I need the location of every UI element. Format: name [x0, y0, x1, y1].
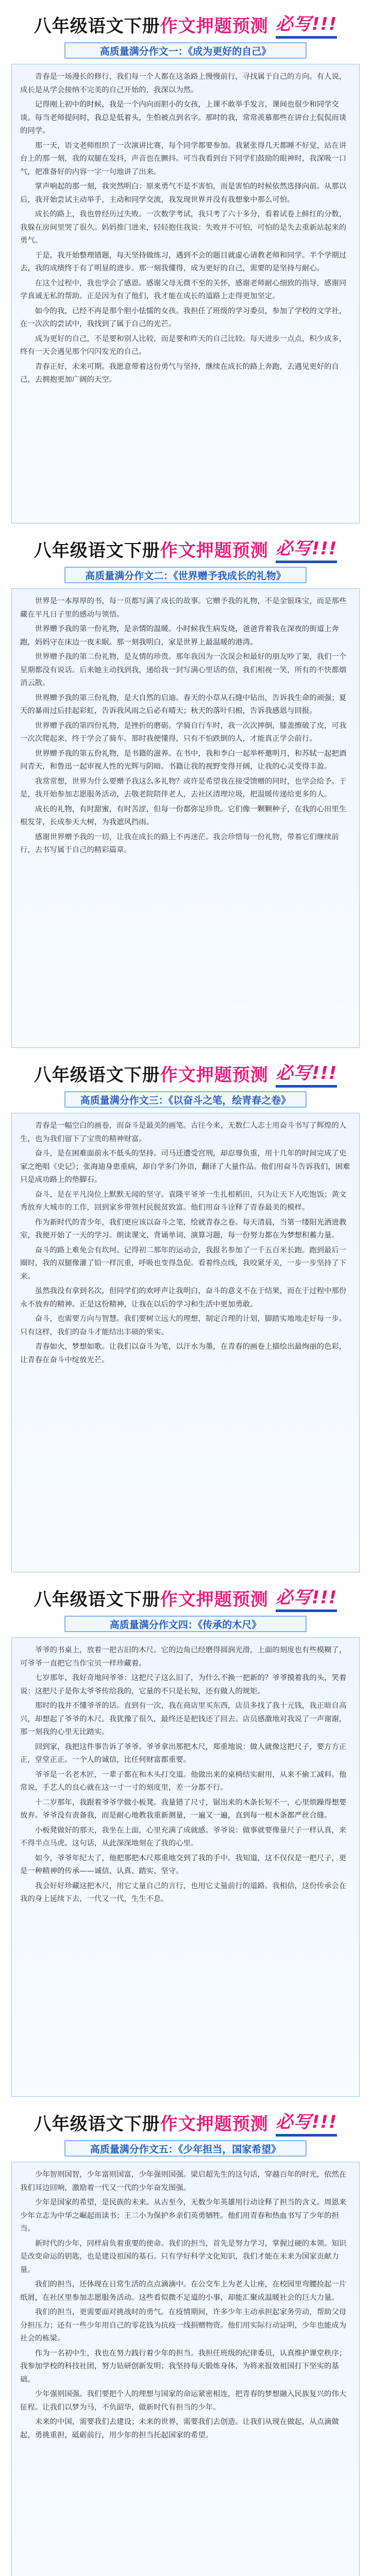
banner-grade: 八年级语文下册 [33, 1589, 160, 1610]
essay-title: 高质量满分作文四：《传承的木尺》 [64, 1616, 307, 1632]
essay-paragraph: 如今，爷爷年纪大了，他把那把木尺郑重地交到了我的手中。我知道，这不仅仅是一把尺子，更是一种精神的传承——诚信、认真、踏实、坚守。 [20, 1854, 347, 1875]
essay-title: 高质量满分作文三：《以奋斗之笔，绘青春之卷》 [64, 1091, 307, 1108]
banner-topic: 作文押题预测 [160, 540, 268, 561]
essay-paragraph: 我们的担当，还体现在日常生活的点点滴滴中。在公交车上为老人让座，在校园里弯腰捡起一片纸屑，在社区里参加志愿服务活动。这些看似微不足道的小事，却能汇聚成温暖社会的巨大力量。 [20, 2280, 347, 2302]
essay-paragraph: 成长的礼物，有时甜蜜，有时苦涩，但每一份都弥足珍贵。它们像一颗颗种子，在我的心田里生根发芽，长成参天大树，为我遮风挡雨。 [20, 805, 347, 826]
essay-paragraph: 爷爷是一名老木匠，一辈子都在和木头打交道。他做出来的桌椅结实耐用，从来不偷工减料。他常说，手艺人的良心就在这一寸一寸的刻度里，差一分都不行。 [20, 1770, 347, 1792]
essay-paragraph: 世界赠予我的第一份礼物，是亲情的温暖。小时候我生病发烧，爸爸背着我在深夜的街道上奔跑，妈妈守在床边一夜未眠。那一刻我明白，家是世界上最温暖的港湾。 [20, 625, 339, 647]
essay-paragraph: 如今的我，已经不再是那个胆小怯懦的女孩。我担任了班级的学习委员，参加了学校的文学社，在一次次的尝试中，我找到了属于自己的光芒。 [20, 307, 347, 328]
essay-body [11, 1637, 360, 2097]
section-banner [11, 9, 360, 39]
essay-paragraph: 成长的路上，我也曾经历过失败。一次数学考试，我只考了六十多分，看着试卷上鲜红的分数，我躲在房间里哭了很久。妈妈推门进来，轻轻抱住我说：失败并不可怕，可怕的是失去重新站起来的勇气。 [20, 210, 347, 245]
section-banner [11, 534, 360, 564]
essay-paragraph: 世界赠予我的第三份礼物，是大自然的启迪。春天的小草从石缝中钻出，告诉我生命的顽强；夏天的暴雨过后挂起彩虹，告诉我风雨之后必有晴天；秋天的落叶归根，告诉我感恩与回报。 [20, 693, 347, 715]
essay-body [11, 1113, 360, 1572]
essay-paragraph: 感谢世界赠予我的一切，让我在成长的路上不再迷茫。我会珍惜每一份礼物，带着它们继续前行，去书写属于自己的精彩篇章。 [20, 833, 339, 854]
essay-body [11, 64, 360, 523]
essay-paragraph: 奋斗的路上难免会有坎坷。记得初二那年的运动会，我报名参加了一千五百米长跑。跑到最后一圈时，我的双腿像灌了铅一样沉重，呼吸也变得急促。看着终点线，我咬紧牙关，一步一步坚持了下来。 [20, 1246, 347, 1281]
essay-paragraph: 我常常想，世界为什么要赠予我这么多礼物？或许是希望我在接受馈赠的同时，也学会给予。于是，我开始参加志愿服务活动，去敬老院陪伴老人，去社区清理垃圾，把温暖传递给更多的人。 [20, 777, 347, 799]
essay-paragraph: 我会好好珍藏这把木尺，用它丈量自己的言行，也用它丈量前行的道路。我相信，这份传承会在我的身上延续下去，一代又一代，生生不息。 [20, 1882, 347, 1903]
essay-paragraph: 那时的我并不懂爷爷的话。直到有一次，我在商店里买东西，店员多找了我十元钱，我正暗自高兴，却想起了爷爷的木尺。我犹豫了很久，最终还是把钱还了回去。店员感激地对我说了一声谢谢，那一刻我的心里无比踏实。 [20, 1702, 347, 1736]
essay-paragraph: 奋斗，是在困难面前永不低头的坚持。司马迁遭受宫刑，却忍辱负重，用十几年的时间完成了史家之绝唱《史记》；张海迪身患重病，却自学多门外语，翻译了大量作品。他们用奋斗告诉我们，困难只是成功路上的垫脚石。 [20, 1149, 350, 1184]
essay-paragraph: 在这个过程中，我也学会了感恩。感谢父母无微不至的关怀，感谢老师耐心细致的指导，感谢同学真诚无私的帮助。正是因为有了他们，我才能在成长的道路上走得更加坚定。 [20, 279, 347, 300]
essay-paragraph: 于是，我开始整理错题，每天坚持做练习，遇到不会的题目就虚心请教老师和同学。半个学期过去，我的成绩终于有了明显的进步。那一刻我懂得，成为更好的自己，需要的是坚持与耐心。 [20, 251, 347, 273]
banner-tag: 必写!!! [276, 534, 338, 563]
section-banner [11, 1058, 360, 1088]
section-banner [11, 1583, 360, 1613]
essay-paragraph: 青春是一幅空白的画卷，而奋斗是最美的画笔。古往今来，无数仁人志士用奋斗书写了辉煌的人生，也为我们留下了宝贵的精神财富。 [20, 1122, 347, 1143]
essay-paragraph: 七岁那年，我好奇地问爷爷：这把尺子这么旧了，为什么不换一把新的？爷爷摸着我的头，笑着说：这把尺子是你太爷爷传给我的，它量的不只是长短，还有做人的规矩。 [20, 1674, 347, 1696]
banner-tag: 必写!!! [276, 2108, 338, 2137]
essay-section-3 [0, 1049, 371, 1573]
essay-paragraph: 世界是一本厚厚的书，每一页都写满了成长的故事。它赠予我的礼物，不是金银珠宝，而是那些藏在平凡日子里的感动与领悟。 [20, 597, 347, 619]
essay-paragraph: 青春是一场漫长的修行，我们每一个人都在这条路上慢慢前行，寻找属于自己的方向。有人说，成长是从学会接纳不完美的自己开始的，我深以为然。 [20, 73, 347, 94]
essay-body [11, 588, 360, 1048]
essay-paragraph: 我们的担当，更需要面对挑战时的勇气。在疫情期间，许多少年主动承担起家务劳动，帮助父母分担压力；还有一些少年用自己的零花钱为抗疫一线捐赠物资。他们用实际行动证明，少年也能成为社会的栋梁。 [20, 2308, 347, 2343]
essay-paragraph: 青春正好，未来可期。我愿意带着这份勇气与坚持，继续在成长的路上奔跑，去遇见更好的自己，去拥抱更加广阔的天空。 [20, 362, 339, 384]
essay-paragraph: 新时代的少年，同样肩负着重要的使命。我们的担当，首先是努力学习，掌握过硬的本领。知识是改变命运的钥匙，也是建设祖国的基石。只有学好科学文化知识，我们才能在未来为国家贡献力量。 [20, 2239, 347, 2274]
essay-section-4 [0, 1573, 371, 2098]
essay-paragraph: 奋斗，是在平凡岗位上默默无闻的坚守。袁隆平爷爷一生扎根稻田，只为让天下人吃饱饭；黄文秀放弃大城市的工作，回到家乡带领村民脱贫致富。他们用奋斗诠释了青春最美的模样。 [20, 1190, 347, 1212]
banner-tag: 必写!!! [276, 1059, 338, 1088]
essay-title: 高质量满分作文二：《世界赠予我成长的礼物》 [64, 567, 307, 583]
essay-body [11, 2162, 360, 2576]
essay-paragraph: 奋斗，也需要方向与智慧。我们要树立远大的理想，制定合理的计划，脚踏实地地走好每一步。只有这样，我们的奋斗才能结出丰硕的果实。 [20, 1315, 347, 1336]
essay-paragraph: 记得刚上初中的时候，我是一个内向而胆小的女孩，上课不敢举手发言，课间也很少和同学交谈。每当老师提问时，我总是低着头，生怕被点到名字。那时的我，常常羡慕那些在讲台上侃侃而谈的同学。 [20, 100, 347, 135]
banner-grade: 八年级语文下册 [33, 15, 160, 37]
essay-section-1 [0, 0, 371, 524]
essay-paragraph: 掌声响起的那一刻，我突然明白：原来勇气不是不害怕，而是害怕的时候依然选择向前。从那以后，我开始尝试主动举手，主动和同学交流，我发现世界并没有我想象中那么可怕。 [20, 182, 347, 204]
essay-paragraph: 爷爷的书桌上，放着一把古旧的木尺。它的边角已经磨得圆润光滑，上面的刻度也有些模糊了，可爷爷一直把它当作宝贝一样珍藏着。 [20, 1646, 347, 1668]
essay-paragraph: 世界赠予我的第四份礼物，是挫折的磨砺。学骑自行车时，我一次次摔倒，膝盖擦破了皮，可我一次次爬起来，终于学会了骑车。那时我便懂得，只有不怕跌倒的人，才能真正学会前行。 [20, 721, 347, 743]
essay-paragraph: 回到家，我把这件事告诉了爷爷。爷爷拿出那把木尺，郑重地说：做人就像这把尺子，要方方正正，堂堂正正。一个人的诚信，比任何财富都重要。 [20, 1742, 347, 1764]
essay-paragraph: 十二岁那年，我跟着爷爷学做小板凳。我量错了尺寸，锯出来的木条长短不一，心里烦躁得想要放弃。爷爷没有责备我，而是耐心地教我重新测量，一遍又一遍，直到每一根木条都严丝合缝。 [20, 1798, 347, 1820]
essay-paragraph: 作为一名初中生，我也在努力践行着少年的担当。我担任班级的纪律委员，认真维护课堂秩序；我参加学校的科技社团，努力钻研创新发明；我坚持每天锻炼身体，为将来报效祖国打下坚实的基础。 [20, 2349, 347, 2384]
essay-paragraph: 未来的中国，需要我们去建设；未来的世界，需要我们去创造。让我们从现在做起，从点滴做起，勇挑重担，砥砺前行，用少年的担当托起国家的希望。 [20, 2418, 339, 2439]
banner-topic: 作文押题预测 [160, 15, 268, 37]
essay-paragraph: 作为新时代的青少年，我们更应该以奋斗之笔，绘就青春之卷。每天清晨，当第一缕阳光洒进教室，我便开始了一天的学习。朗读课文、背诵单词、演算习题，每一份努力都在为梦想积蓄力量。 [20, 1218, 347, 1240]
essay-paragraph: 少年智则国智，少年富则国富，少年强则国强。梁启超先生的这句话，穿越百年的时光，依然在我们耳边回响，激励着一代又一代的少年奋发图强。 [20, 2171, 347, 2192]
essay-paragraph: 成为更好的自己，不是要和别人比较，而是要和昨天的自己比较。每天进步一点点，积少成多，终有一天会遇见那个闪闪发光的自己。 [20, 334, 347, 356]
essay-section-2 [0, 524, 371, 1049]
banner-grade: 八年级语文下册 [33, 2113, 160, 2134]
essay-section-5 [0, 2098, 371, 2576]
essay-title: 高质量满分作文五：《少年担当，国家希望》 [64, 2140, 307, 2157]
essay-paragraph: 少年是国家的希望，是民族的未来。从古至今，无数少年英雄用行动诠释了担当的含义。周恩来少年立志为中华之崛起而读书；王二小为保护乡亲们英勇牺牲。他们用青春和热血书写了少年的担当。 [20, 2198, 347, 2233]
essay-paragraph: 世界赠予我的第五份礼物，是书籍的滋养。在书中，我和李白一起举杯邀明月，和苏轼一起把酒问青天，和鲁迅一起审视人性的光辉与阴暗。书籍让我的视野变得开阔，让我的心灵变得丰盈。 [20, 749, 347, 771]
banner-topic: 作文押题预测 [160, 1064, 268, 1086]
essay-paragraph: 虽然我没有拿到名次，但同学们的欢呼声让我明白，奋斗的意义不在于结果，而在于过程中那份永不放弃的精神。正是这份精神，让我在以后的学习和生活中更加勇敢。 [20, 1287, 347, 1309]
essay-paragraph: 青春如火，梦想如歌。让我们以奋斗为笔，以汗水为墨，在青春的画卷上描绘出最绚丽的色彩，让青春在奋斗中绽放光芒。 [20, 1343, 347, 1364]
banner-tag: 必写!!! [276, 10, 338, 39]
essay-paragraph: 少年强则国强。我们要把个人的理想与国家的命运紧密相连，把青春的梦想融入民族复兴的伟大征程。让我们以梦为马，不负韶华，做新时代有担当的少年。 [20, 2390, 347, 2412]
essay-paragraph: 小板凳做好的那天，我坐在上面，心里充满了成就感。爷爷说：做事就要像量尺子一样认真，来不得半点马虎。这句话，从此深深地刻在了我的心里。 [20, 1826, 347, 1848]
banner-topic: 作文押题预测 [160, 2113, 268, 2134]
banner-grade: 八年级语文下册 [33, 1064, 160, 1086]
section-banner [11, 2107, 360, 2137]
essay-paragraph: 世界赠予我的第二份礼物，是友情的珍贵。那年我因为一次误会和最好的朋友吵了架，我们一个星期都没有说话。后来她主动找到我，递给我一封写满心里话的信，我们相视一笑，所有的不快都烟消云散。 [20, 653, 347, 687]
essay-paragraph: 那一天，语文老师组织了一次演讲比赛，每个同学都要参加。我紧张得几天都睡不好觉，站在讲台上的那一刻，我的双腿在发抖，声音也在颤抖。可当我看到台下同学们鼓励的眼神时，我深吸一口气，把准备好的内容一字一句地讲了出来。 [20, 141, 347, 176]
essay-title: 高质量满分作文一：《成为更好的自己》 [64, 42, 307, 59]
banner-grade: 八年级语文下册 [33, 540, 160, 561]
banner-topic: 作文押题预测 [160, 1589, 268, 1610]
banner-tag: 必写!!! [276, 1583, 338, 1612]
